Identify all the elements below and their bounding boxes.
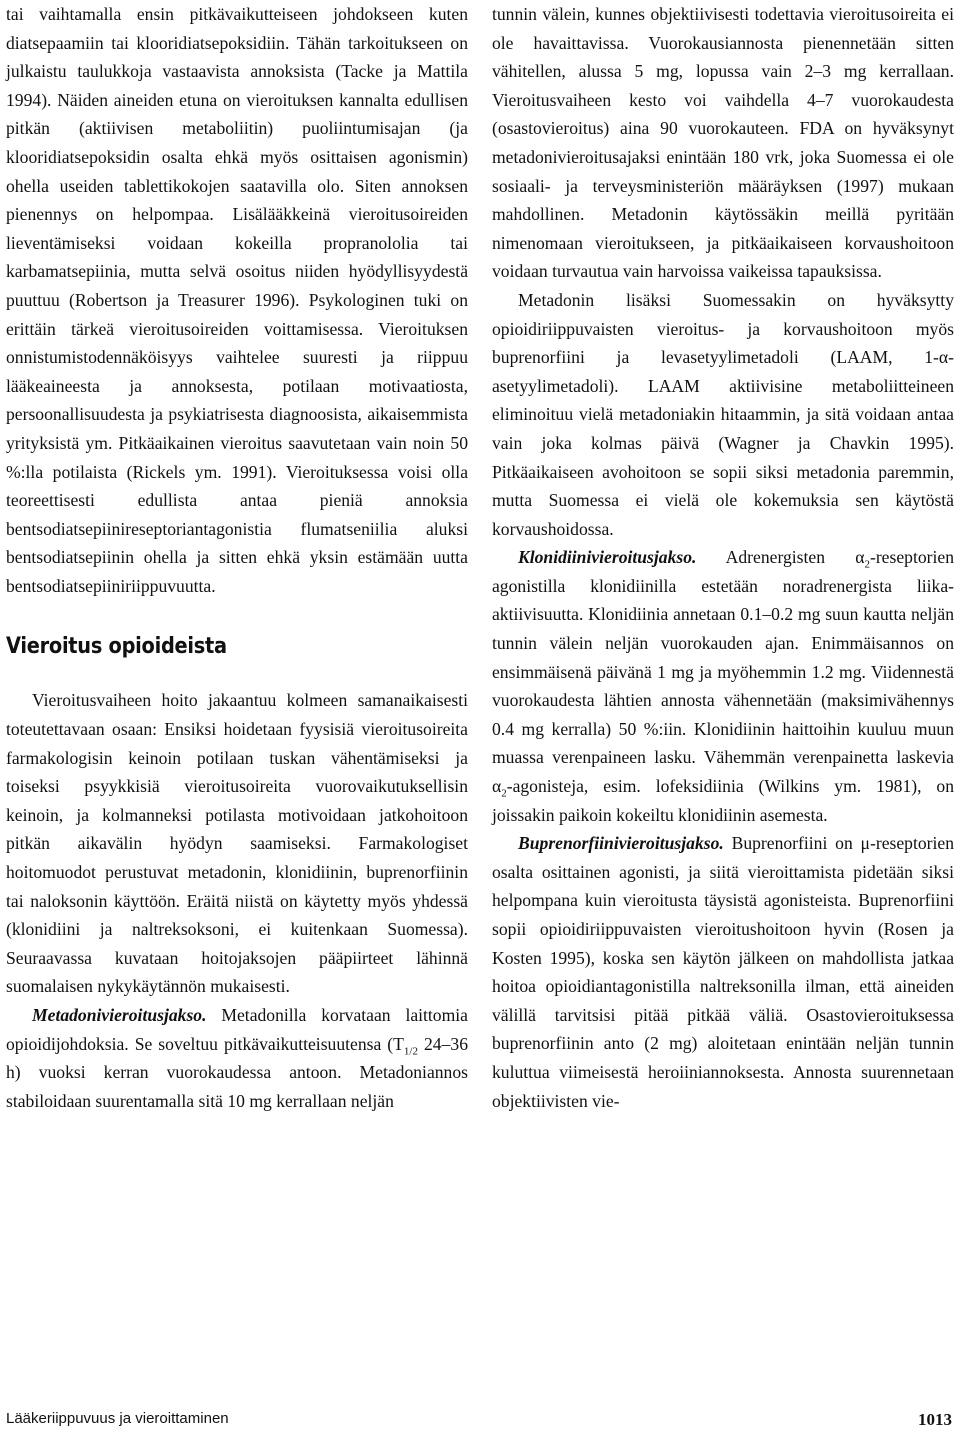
paragraph-text: Buprenorfiini on μ-reseptorien osalta osittainen agonisti, ja siitä vieroittamista pidetään siksi helpompana kuin vieroitusta täysistä agonisteista. Buprenorfiini sopii opioidiriippuvaisten vieroitushoitoon hyvin (Rosen ja Kosten 1995), koska sen käytön jälkeen on mahdollista jatkaa hoitoa opioidiantagonistilla naltreksonilla ilman, että aineiden välillä tarvitsisi pitää pitkää väliä. Osastovieroituksessa buprenorfiinin anto (2 mg) aloitetaan enintään neljän tunnin kuluttua viimeisestä heroiiniannoksesta. Annosta suurennetaan objektiivisten vie- xyxy=(492,833,954,1111)
body-paragraph: Metadonin lisäksi Suomessakin on hyväksytty opioidiriippuvaisten vieroitus- ja korvaushoitoon myös buprenorfiini ja levasetyylimetadoli (LAAM, 1-α-asetyylimetadoli). LAAM aktiivisine metaboliitteineen eliminoituu vielä metadoniakin hitaammin, ja sitä voidaan antaa vain joka kolmas päivä (Wagner ja Chavkin 1995). Pitkäaikaiseen avohoitoon se sopii siksi metadonia paremmin, mutta Suomessa ei vielä ole kokemuksia sen käytöstä korvaushoidossa. xyxy=(492,289,954,539)
body-paragraph xyxy=(6,1001,468,1115)
body-paragraph: tai vaihtamalla ensin pitkävaikutteiseen johdokseen kuten diatsepaamiin tai klooridiatsepoksidiin. Tähän tarkoitukseen on julkaistu taulukkoja vastaavista annoksista (Tacke ja Mattila 1994). Näiden aineiden etuna on vieroituksen kannalta edullisen pitkän (aktiivisen metaboliitin) puoliintumisajan (ja klooridiatsepoksidin osalta ehkä myös osittaisen agonismin) ohella useiden tablettikokojen saatavilla olo. Siten annoksen pienennys on helpompaa. Lisälääkkeinä vieroitusoireiden lieventämiseksi voidaan kokeilla propranololia tai karbamatsepiinia, mutta selvä osoitus niiden hyödyllisyydestä puuttuu (Robertson ja Treasurer 1996). Psykologinen tuki on erittäin tärkeä vieroitusoireiden voittamisessa. Vieroituksen onnistumistodennäköisyys vaihtelee suuresti ja riippuu lääkeaineesta ja annoksesta, potilaan motivaatiosta, persoonallisuudesta ja psykiatrisesta diagnoosista, aikaisemmista yrityksistä ym. Pitkäaikainen vieroitus saavutetaan vain noin 50 %:lla potilaista (Rickels ym. 1991). Vieroituksessa voisi olla teoreettisesti edullista antaa pieniä annoksia bentsodiatsepiinireseptoriantagonistia flumatseniilia aluksi bentsodiatsepiinin ohella ja sitten ehkä yksin estämään uutta bentsodiatsepiiniriippuvuutta. xyxy=(6,4,468,596)
paragraph-text: Adrenergisten α xyxy=(696,547,865,568)
body-paragraph: Vieroitusvaiheen hoito jakaantuu kolmeen samanaikaisesti toteutettavaan osaan: Ensiksi hoidetaan fyysisiä vieroitusoireita farmakologisin keinoin potilaan tuskan vähentämiseksi ja toiseksi psyykkisiä vieroitusoireita vuorovaikutuksellisin keinoin, ja kolmanneksi potilasta motivoidaan jatkohoitoon pitkän aikavälin hyödyn saamiseksi. Farmakologiset hoitomuodot perustuvat metadonin, klonidiinin, buprenorfiinin tai naloksonin käyttöön. Eräitä niistä on käytetty myös yhdessä (klonidiini ja naltreksoksoni, ei kuitenkaan Suomessa). Seuraavassa kuvataan hoitojaksojen pääpiirteet lähinnä suomalaisen nykykäytännön mukaisesti. xyxy=(6,690,468,997)
section-heading: Vieroitus opioideista xyxy=(6,634,227,660)
body-paragraph xyxy=(492,829,954,1115)
body-paragraph xyxy=(492,543,954,829)
paragraph-text: Metadonilla korvataan laittomia opioidijohdoksia. Se soveltuu pitkävaikutteisuutensa (T xyxy=(6,1005,468,1054)
paragraph-text: -reseptorien agonistilla klonidiinilla estetään noradrenergista liika-aktiivisuutta. Klonidiinia annetaan 0.1–0.2 mg suun kautta neljän tunnin välein neljän vuorokauden ajan. Enimmäisannos on ensimmäisenä päivänä 1 mg ja myöhemmin 1.2 mg. Viidennestä vuorokaudesta lähtien annosta vähennetään (maksimivähennys 0.4 mg kerralla) 50 %:iin. Klonidiinin haittoihin kuuluu muun muassa verenpaineen lasku. Vähemmän verenpainetta laskevia α xyxy=(492,547,954,797)
run-in-heading: Klonidiinivieroitusjakso. xyxy=(518,547,697,568)
subscript: 1/2 xyxy=(403,1045,418,1058)
right-column xyxy=(492,0,954,1115)
body-paragraph: tunnin välein, kunnes objektiivisesti todettavia vieroitusoireita ei ole havaittavissa. Vuorokausiannosta pienennetään sitten vähitellen, alussa 5 mg, lopussa vain 2–3 mg kerrallaan. Vieroitusvaiheen kesto voi vaihdella 4–7 vuorokaudesta (osastovieroitus) aina 90 vuorokauteen. FDA on hyväksynyt metadonivieroitusajaksi enintään 180 vrk, joka Suomessa ei ole sosiaali- ja terveysministeriön määräyksen (1997) mukaan mahdollinen. Metadonin käytössäkin meillä pyritään nimenomaan vieroitukseen, ja pitkäaikaiseen korvaushoitoon voidaan turvautua vain harvoissa vaikeissa tapauksissa. xyxy=(492,4,954,282)
run-in-heading: Metadonivieroitusjakso. xyxy=(32,1005,207,1025)
paragraph-text: 24–36 h) vuoksi kerran vuorokaudessa antoon. Metadoniannos stabiloidaan suurentamalla sitä 10 mg kerrallaan neljän xyxy=(6,1033,468,1111)
page-number: 1013 xyxy=(918,1410,952,1429)
paragraph-text: -agonisteja, esim. lofeksidiinia (Wilkins ym. 1981), on joissakin paikoin kokeiltu klonidiinin asemesta. xyxy=(492,776,954,825)
subscript: 2 xyxy=(501,787,507,800)
journal-title: Lääkeriippuvuus ja vieroittaminen xyxy=(6,1410,229,1427)
left-column xyxy=(6,0,468,1115)
page-footer xyxy=(6,1410,952,1432)
subscript: 2 xyxy=(864,558,870,571)
run-in-heading: Buprenorfiinivieroitusjakso. xyxy=(518,833,724,854)
